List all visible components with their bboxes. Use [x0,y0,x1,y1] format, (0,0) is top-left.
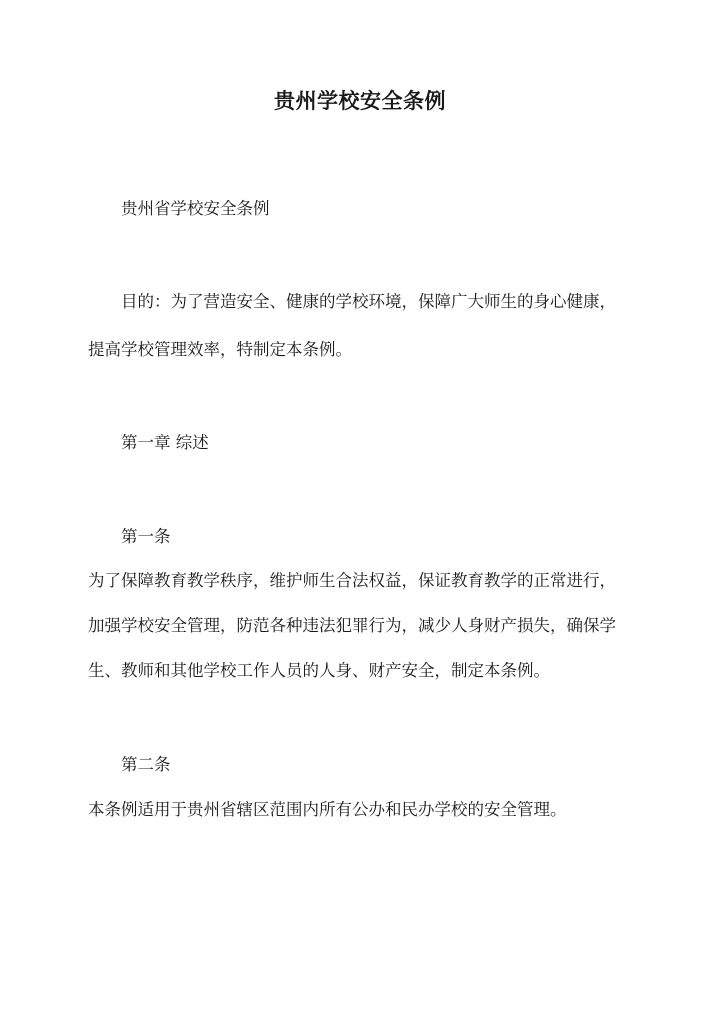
chapter-1-heading: 第一章 综述 [121,433,209,452]
article-2-line-1: 本条例适用于贵州省辖区范围内所有公办和民办学校的安全管理。 [88,800,567,819]
document-subtitle: 贵州省学校安全条例 [121,199,270,218]
article-1-line-1: 为了保障教育教学秩序，维护师生合法权益，保证教育教学的正常进行， [88,571,616,590]
article-2-heading: 第二条 [121,755,171,774]
purpose-line-2: 提高学校管理效率，特制定本条例。 [88,340,352,359]
article-1-heading: 第一条 [121,527,171,546]
article-1-line-2: 加强学校安全管理，防范各种违法犯罪行为，减少人身财产损失，确保学 [88,616,616,635]
article-1-line-3: 生、教师和其他学校工作人员的人身、财产安全，制定本条例。 [88,661,550,680]
document-title: 贵州学校安全条例 [274,88,446,113]
purpose-line-1: 目的：为了营造安全、健康的学校环境，保障广大师生的身心健康， [121,292,616,311]
